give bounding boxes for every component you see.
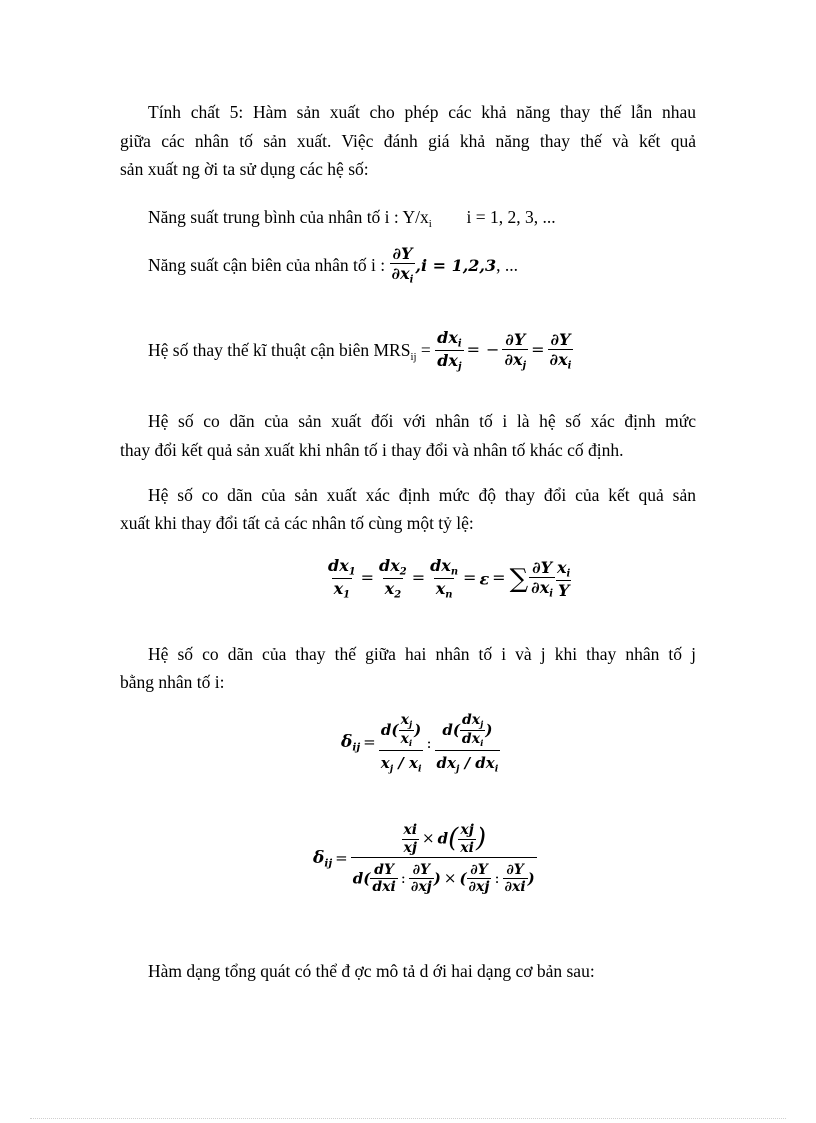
marginal-productivity xyxy=(148,244,518,287)
marginal-productivity-label: Năng suất cận biên của nhân tố i : xyxy=(148,254,386,275)
substitution-elasticity-formula-2: $\delta_{ij}$ = $\frac{xi}{xj}$ × d( $\frac{xj}{xi}$ ) d( $\frac{dY}{\text{dxi}}$ : $\frac{\partial Y}{\partial xj}$ ) × ( $\frac{\partial Y}{\partial xj}$ : $\frac{\partial Y}{\partial xi}$ ) xyxy=(313,822,535,896)
para1-line2: giữa các nhân tố sản xuất. Việc đánh giá khả năng thay thế và kết quả xyxy=(120,131,696,151)
page-footer-divider xyxy=(30,1118,786,1119)
para1-line3: sản xuất ng ời ta sử dụng các hệ số: xyxy=(120,159,369,179)
substitution-elasticity-formula-1: $\delta_{ij}$ = d( $\frac{x_j}{x_i}$ ) $x_j / x_i$ : d( $\frac{dx_j}{dx_i}$ ) $dx_j / dx_i$ xyxy=(341,712,499,775)
average-productivity xyxy=(148,203,556,238)
index-range: i = 1, 2, 3, ... xyxy=(466,207,556,227)
para2-line2: thay đổi kết quả sản xuất khi nhân tố i thay đổi và nhân tố khác cố định. xyxy=(120,440,624,460)
para4-line2: bằng nhân tố i: xyxy=(120,672,225,692)
mrs-label: Hệ số thay thế kĩ thuật cận biên $MRS_{ij}$ = xyxy=(148,339,431,363)
marginal-fraction: $\frac{\partial Y}{\partial x_i}$ xyxy=(391,244,414,286)
average-productivity-sub: i xyxy=(428,217,432,230)
para4-line1: Hệ số co dãn của thay thế giữa hai nhân tố i và j khi thay nhân tố j xyxy=(148,644,696,664)
marginal-ellipsis: , ... xyxy=(496,254,518,275)
para1-line1: Tính chất 5: Hàm sản xuất cho phép các khả năng thay thế lẫn nhau xyxy=(148,102,696,122)
para2-line1: Hệ số co dãn của sản xuất đối với nhân tố i là hệ số xác định mức xyxy=(148,411,696,431)
para3-line1: Hệ số co dãn của sản xuất xác định mức độ thay đổi của kết quả sản xyxy=(148,485,696,505)
marginal-index: ,i = 1,2,3 xyxy=(415,255,497,275)
para3-line2: xuất khi thay đổi tất cả các nhân tố cùng một tỷ lệ: xyxy=(120,513,474,533)
para5-line1: Hàm dạng tổng quát có thể đ ợc mô tả d ới hai dạng cơ bản sau: xyxy=(148,961,595,981)
mrs-equation: $\frac{dx_i}{dx_j}$ = − $\frac{\partial Y}{\partial x_j}$ = $\frac{\partial Y}{\partial x_i}$ xyxy=(437,328,572,373)
mrs-formula xyxy=(148,328,573,374)
elasticity-equation: $\frac{dx_1}{x_1}$ = $\frac{dx_2}{x_2}$ = $\frac{dx_n}{x_n}$ = ε = ∑ $\frac{\partial Y}{\partial x_i}$ $\frac{x_i}{Y}$ xyxy=(328,556,571,601)
average-productivity-label: Năng suất trung bình của nhân tố i : Y/x xyxy=(148,207,429,227)
